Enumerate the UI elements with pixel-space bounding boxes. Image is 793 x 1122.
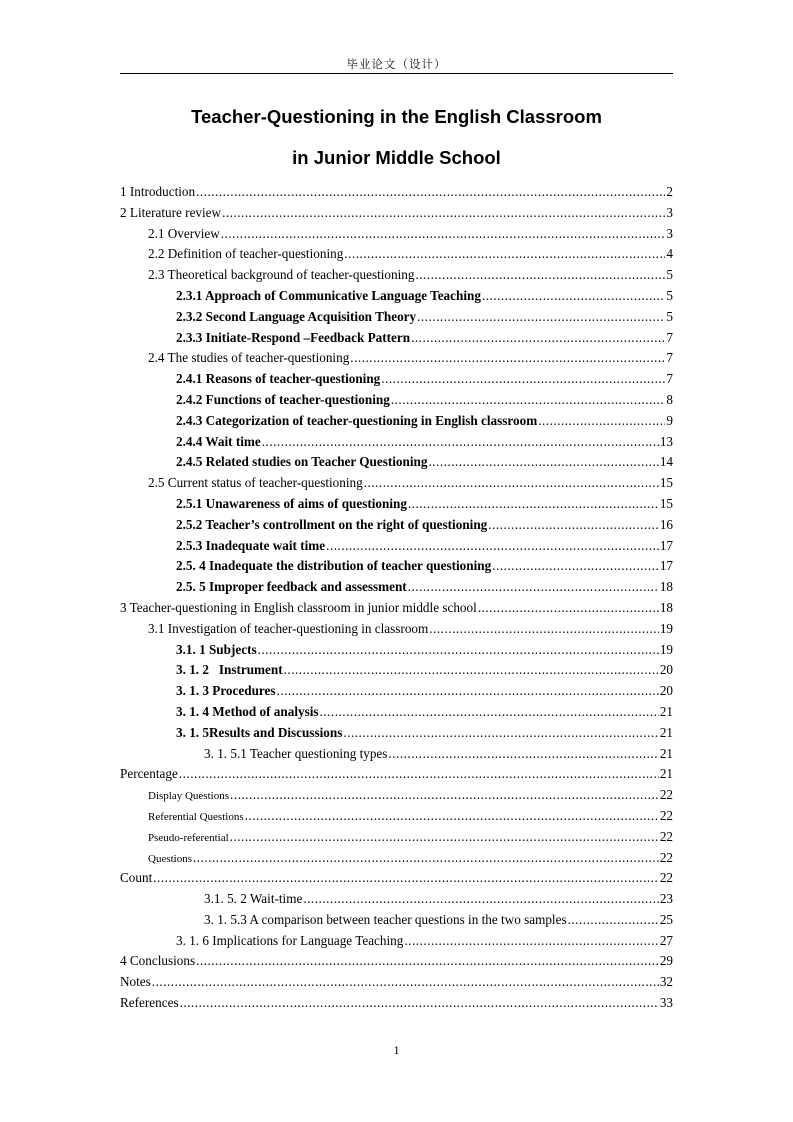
toc-leader-dots (408, 494, 659, 515)
toc-entry-label: 2.4.4 Wait time (176, 433, 261, 449)
toc-leader-dots (411, 328, 665, 349)
toc-leader-dots (152, 972, 659, 993)
toc-entry[interactable] (120, 348, 673, 369)
toc-leader-dots (538, 411, 665, 432)
toc-entry[interactable] (120, 640, 673, 661)
toc-entry-page: 5 (666, 308, 673, 324)
toc-entry-label: 3.1 Investigation of teacher-questioning in classroom (148, 620, 429, 636)
toc-entry[interactable] (120, 827, 673, 848)
toc-leader-dots (303, 889, 658, 910)
toc-leader-dots (488, 515, 659, 536)
toc-entry-page: 3 (666, 225, 673, 241)
toc-entry[interactable] (120, 702, 673, 723)
toc-entry[interactable] (120, 515, 673, 536)
toc-entry-page: 13 (659, 433, 673, 449)
toc-entry-page: 32 (659, 974, 673, 990)
toc-entry-label: 3 Teacher-questioning in English classroom in junior middle school (120, 599, 477, 615)
toc-entry-page: 14 (659, 454, 673, 470)
toc-entry[interactable] (120, 411, 673, 432)
toc-entry-page: 15 (659, 495, 673, 511)
toc-entry-label: 2.5. 4 Inadequate the distribution of teacher questioning (176, 558, 492, 574)
toc-entry-page: 21 (659, 724, 673, 740)
toc-leader-dots (180, 993, 659, 1014)
toc-entry[interactable] (120, 723, 673, 744)
toc-entry-label: 3. 1. 5.3 A comparison between teacher questions in the two samples (204, 911, 567, 927)
toc-entry-page: 7 (666, 329, 673, 345)
toc-entry[interactable] (120, 494, 673, 515)
toc-entry-label: 2 Literature review (120, 204, 222, 220)
toc-entry-page: 22 (659, 849, 673, 865)
toc-entry[interactable] (120, 328, 673, 349)
toc-entry-page: 16 (659, 516, 673, 532)
toc-leader-dots (262, 432, 659, 453)
toc-entry-label: 3.1. 5. 2 Wait-time (204, 891, 303, 907)
toc-leader-dots (258, 640, 659, 661)
toc-leader-dots (492, 556, 659, 577)
toc-entry-page: 25 (659, 911, 673, 927)
toc-leader-dots (343, 723, 658, 744)
toc-entry-page: 19 (659, 641, 673, 657)
toc-entry[interactable] (120, 556, 673, 577)
toc-entry[interactable] (120, 598, 673, 619)
toc-entry-label: Pseudo-referential (148, 831, 229, 844)
toc-entry[interactable] (120, 931, 673, 952)
toc-entry-page: 21 (659, 766, 673, 782)
toc-entry-page: 7 (666, 371, 673, 387)
page-number: 1 (393, 1043, 400, 1057)
toc-entry-label: 2.3.2 Second Language Acquisition Theory (176, 308, 417, 324)
toc-entry-label: 3. 1. 2 Instrument (176, 662, 283, 678)
toc-entry-page: 29 (659, 953, 673, 969)
toc-entry-page: 27 (659, 932, 673, 948)
toc-entry[interactable] (120, 432, 673, 453)
toc-entry-page: 17 (659, 537, 673, 553)
toc-leader-dots (196, 951, 659, 972)
toc-entry-label: 2.3.3 Initiate-Respond –Feedback Pattern (176, 329, 411, 345)
toc-leader-dots (415, 265, 665, 286)
toc-entry-page: 21 (659, 703, 673, 719)
toc-leader-dots (404, 931, 658, 952)
header-rule (120, 73, 673, 74)
toc-entry-label: 2.5 Current status of teacher-questioning (148, 475, 363, 491)
toc-entry-page: 17 (659, 558, 673, 574)
toc-entry-page: 8 (666, 391, 673, 407)
toc-entry-page: 19 (659, 620, 673, 636)
toc-entry-label: 4 Conclusions (120, 953, 196, 969)
toc-entry-label: 3.1. 1 Subjects (176, 641, 257, 657)
toc-entry-label: Count (120, 870, 153, 886)
toc-entry-page: 33 (659, 995, 673, 1011)
toc-entry[interactable] (120, 993, 673, 1014)
toc-leader-dots (364, 473, 659, 494)
toc-entry-page: 20 (659, 683, 673, 699)
toc-entry-label: 2.1 Overview (148, 225, 220, 241)
toc-entry[interactable] (120, 848, 673, 869)
toc-entry-label: 2.4.2 Functions of teacher-questioning (176, 391, 390, 407)
toc-leader-dots (222, 203, 665, 224)
toc-leader-dots (388, 744, 658, 765)
toc-entry-page: 5 (666, 267, 673, 283)
toc-entry[interactable] (120, 203, 673, 224)
toc-entry-page: 5 (666, 287, 673, 303)
toc-leader-dots (344, 244, 665, 265)
toc-entry-label: 2.4.3 Categorization of teacher-questioning in English classroom (176, 412, 538, 428)
toc-entry[interactable] (120, 536, 673, 557)
title-line-2: in Junior Middle School (292, 147, 501, 168)
toc-leader-dots (568, 910, 659, 931)
toc-leader-dots (179, 764, 659, 785)
toc-entry[interactable] (120, 452, 673, 473)
toc-entry-label: Notes (120, 974, 151, 990)
toc-entry-page: 3 (666, 204, 673, 220)
title-line-1: Teacher-Questioning in the English Classroom (191, 106, 602, 127)
toc-entry[interactable] (120, 369, 673, 390)
toc-leader-dots (193, 848, 659, 869)
toc-entry-page: 21 (659, 745, 673, 761)
toc-entry-label: 2.2 Definition of teacher-questioning (148, 246, 344, 262)
toc-entry-label: Referential Questions (148, 810, 244, 823)
toc-entry-page: 2 (666, 184, 673, 199)
toc-entry-label: 2.4.1 Reasons of teacher-questioning (176, 371, 381, 387)
toc-leader-dots (221, 224, 666, 245)
toc-entry[interactable] (120, 224, 673, 245)
toc-entry[interactable] (120, 390, 673, 411)
toc-leader-dots (196, 182, 665, 203)
toc-leader-dots (482, 286, 665, 307)
toc-leader-dots (381, 369, 665, 390)
toc-leader-dots (230, 785, 659, 806)
toc-entry[interactable] (120, 265, 673, 286)
toc-leader-dots (478, 598, 659, 619)
toc-entry-label: 3. 1. 4 Method of analysis (176, 703, 319, 719)
toc-entry[interactable] (120, 868, 673, 889)
toc-entry-label: 2.4.5 Related studies on Teacher Questioning (176, 454, 428, 470)
toc-leader-dots (326, 536, 659, 557)
toc-entry-page: 9 (666, 412, 673, 428)
toc-entry[interactable] (120, 972, 673, 993)
toc-entry-label: 2.5.1 Unawareness of aims of questioning (176, 495, 407, 511)
toc-entry-page: 20 (659, 662, 673, 678)
toc-entry-label: References (120, 995, 179, 1011)
toc-entry-page: 4 (666, 246, 673, 262)
toc-entry-label: Display Questions (148, 790, 229, 803)
running-header: 毕业论文（设计） (346, 57, 447, 71)
toc-entry[interactable] (120, 182, 673, 203)
toc-entry-label: 2.4 The studies of teacher-questioning (148, 350, 350, 366)
toc-leader-dots (230, 827, 659, 848)
toc-entry-label: 2.5.3 Inadequate wait time (176, 537, 326, 553)
toc-entry-page: 22 (659, 807, 673, 823)
toc-entry[interactable] (120, 681, 673, 702)
toc-entry[interactable] (120, 307, 673, 328)
toc-entry-page: 18 (659, 579, 673, 595)
toc-entry[interactable] (120, 577, 673, 598)
toc-leader-dots (350, 348, 665, 369)
toc-entry[interactable] (120, 473, 673, 494)
toc-leader-dots (408, 577, 659, 598)
toc-leader-dots (417, 307, 665, 328)
toc-entry[interactable] (120, 744, 673, 765)
toc-entry[interactable] (120, 764, 673, 785)
toc-leader-dots (391, 390, 666, 411)
toc-entry[interactable] (120, 785, 673, 806)
toc-entry-label: 3. 1. 5.1 Teacher questioning types (204, 745, 388, 761)
toc-leader-dots (428, 452, 658, 473)
toc-leader-dots (153, 868, 659, 889)
toc-entry-label: 1 Introduction (120, 184, 196, 199)
toc-entry-label: Questions (148, 852, 192, 865)
toc-entry-label: 2.3 Theoretical background of teacher-questioning (148, 267, 415, 283)
toc-entry-page: 18 (659, 599, 673, 615)
toc-entry-page: 22 (659, 828, 673, 844)
toc-entry[interactable] (120, 660, 673, 681)
toc-entry-page: 7 (666, 350, 673, 366)
toc-leader-dots (429, 619, 659, 640)
toc-entry[interactable] (120, 286, 673, 307)
toc-entry-label: 3. 1. 6 Implications for Language Teaching (176, 932, 404, 948)
toc-entry-page: 23 (659, 891, 673, 907)
toc-entry-page: 22 (659, 787, 673, 803)
toc-leader-dots (284, 660, 659, 681)
toc-entry[interactable] (120, 619, 673, 640)
toc-entry-page: 15 (659, 475, 673, 491)
toc-leader-dots (245, 806, 659, 827)
toc-entry[interactable] (120, 244, 673, 265)
toc-entry[interactable] (120, 910, 673, 931)
toc-entry-label: Percentage (120, 766, 178, 782)
toc-entry[interactable] (120, 806, 673, 827)
toc-entry[interactable] (120, 951, 673, 972)
toc-entry[interactable] (120, 889, 673, 910)
toc-leader-dots (277, 681, 659, 702)
toc-entry-label: 3. 1. 3 Procedures (176, 683, 276, 699)
toc-entry-label: 3. 1. 5Results and Discussions (176, 724, 343, 740)
toc-entry-label: 2.5. 5 Improper feedback and assessment (176, 579, 407, 595)
toc-entry-page: 22 (659, 870, 673, 886)
toc-leader-dots (320, 702, 659, 723)
toc-entry-label: 2.5.2 Teacher’s controllment on the right of questioning (176, 516, 488, 532)
toc-entry-label: 2.3.1 Approach of Communicative Language Teaching (176, 287, 481, 303)
table-of-contents (120, 182, 673, 1014)
